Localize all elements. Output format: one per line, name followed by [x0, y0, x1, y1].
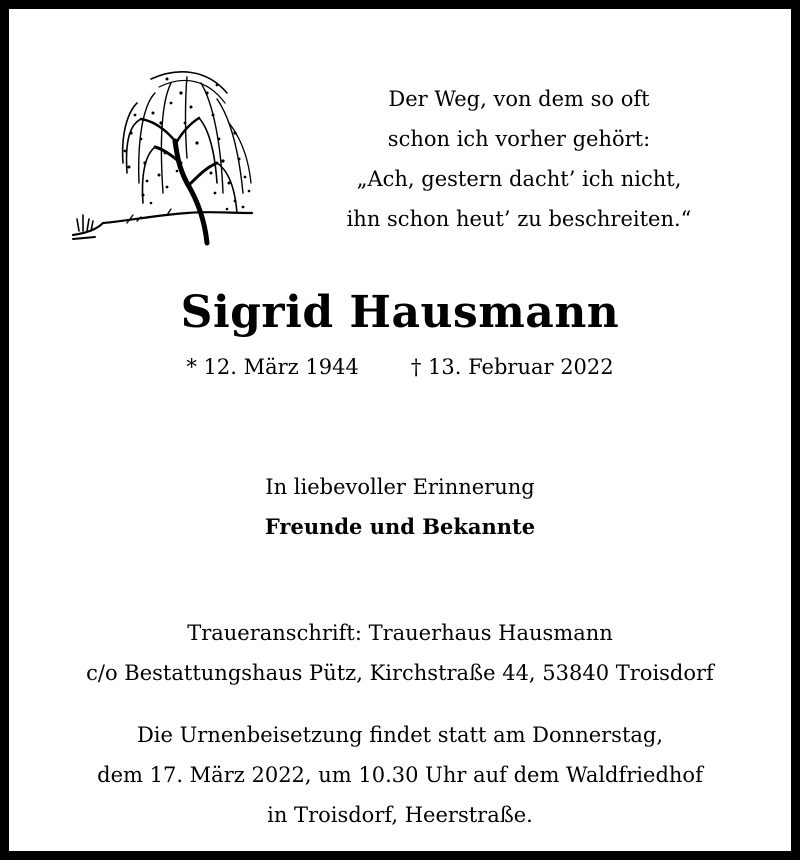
weeping-willow-icon [67, 63, 262, 248]
quote [309, 79, 729, 239]
mourning-address [9, 613, 791, 693]
birth-date: * 12. März 1944 [186, 355, 359, 379]
deceased-name: Sigrid Hausmann [180, 287, 620, 338]
burial-line: in Troisdorf, Heerstraße. [267, 803, 533, 827]
death-date: † 13. Februar 2022 [410, 355, 614, 379]
burial-line: dem 17. März 2022, um 10.30 Uhr auf dem Waldfriedhof [97, 763, 703, 787]
life-dates [9, 355, 791, 379]
address-line: Traueranschrift: Trauerhaus Hausmann [187, 621, 613, 645]
address-line: c/o Bestattungshaus Pütz, Kirchstraße 44, 53840 Troisdorf [86, 661, 714, 685]
burial-info [9, 715, 791, 835]
signers: Freunde und Bekannte [264, 514, 536, 539]
burial-line: Die Urnenbeisetzung findet statt am Donnerstag, [136, 723, 664, 747]
quote-line: „Ach, gestern dacht’ ich nicht, [356, 167, 682, 191]
quote-line: schon ich vorher gehört: [387, 127, 651, 151]
quote-line: ihn schon heut’ zu beschreiten.“ [346, 207, 692, 231]
memory-line: In liebevoller Erinnerung [265, 475, 535, 499]
quote-line: Der Weg, von dem so oft [388, 87, 650, 111]
memory-section [9, 467, 791, 547]
